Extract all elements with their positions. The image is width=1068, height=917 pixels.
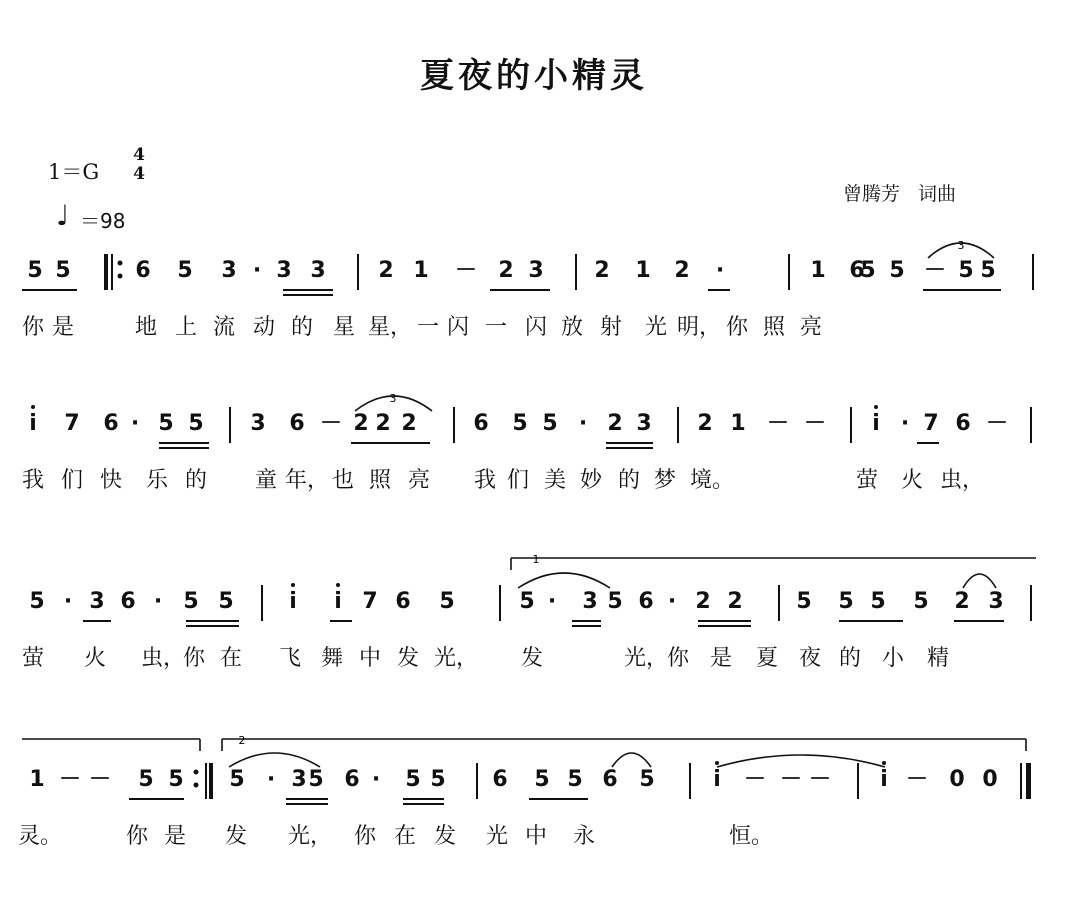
note: 5 [430, 767, 446, 792]
bar-line [1032, 254, 1034, 290]
lyric-syllable: 你 [666, 646, 689, 671]
time-signature [128, 146, 150, 184]
note: · [63, 589, 73, 614]
sixteenth-underline [186, 625, 239, 627]
note: 2 [353, 411, 369, 436]
bar-line [778, 585, 780, 621]
note: － [923, 258, 946, 283]
note: 5 [55, 258, 71, 283]
note: i [869, 767, 899, 793]
slur [717, 755, 885, 767]
bar-line [499, 585, 501, 621]
note: － [58, 767, 81, 792]
lyric-syllable: 虫， [940, 468, 985, 493]
note: i [702, 767, 732, 793]
note: 7 [64, 411, 80, 436]
bar-line [677, 407, 679, 443]
key-signature: 1＝G [48, 160, 100, 184]
note: 2 [695, 589, 711, 614]
lyric-syllable: 明， [677, 315, 722, 340]
note: － [985, 411, 1008, 436]
lyric-syllable: 火 [83, 646, 106, 671]
eighth-underline [917, 442, 939, 444]
eighth-underline [83, 620, 111, 622]
note: 2 [401, 411, 417, 436]
lyric-syllable: 你 [725, 315, 748, 340]
note: 6 [602, 767, 618, 792]
lyric-syllable: 一 [416, 315, 439, 340]
note: － [319, 411, 342, 436]
lyric-syllable: 星 [332, 315, 355, 340]
note: i [18, 411, 48, 437]
lyric-syllable: 你 [353, 824, 376, 849]
high-octave-dot [715, 761, 719, 765]
lyric-syllable: 在 [393, 824, 416, 849]
bar-line [1020, 763, 1022, 799]
note: 5 [980, 258, 996, 283]
lyric-syllable: 妙 [579, 468, 602, 493]
lyric-syllable: 中 [524, 824, 547, 849]
note: 1 [730, 411, 746, 436]
time-signature-top: 4 [133, 145, 145, 165]
eighth-underline [283, 289, 333, 291]
note: 5 [177, 258, 193, 283]
note: － [88, 767, 111, 792]
lyric-syllable: 快 [99, 468, 122, 493]
note: 1 [29, 767, 45, 792]
lyric-syllable: 虫， [141, 646, 186, 671]
triplet-slur [355, 396, 432, 411]
note: － [743, 767, 766, 792]
slur [612, 753, 651, 767]
note: 2 [607, 411, 623, 436]
eighth-underline [572, 620, 601, 622]
lyric-syllable: 流 [212, 315, 235, 340]
triplet-number: 3 [957, 239, 965, 252]
lyric-syllable: 发 [433, 824, 456, 849]
note: · [266, 767, 276, 792]
note: 5 [512, 411, 528, 436]
lyric-syllable: 射 [599, 315, 622, 340]
lyric-syllable: 夜 [798, 646, 821, 671]
bar-line [1026, 763, 1031, 799]
eighth-underline [923, 289, 1001, 291]
triplet-number: 3 [389, 392, 397, 405]
volta-2-number: 2 [238, 734, 246, 747]
note: 5 [183, 589, 199, 614]
note: 6 [344, 767, 360, 792]
note: 0 [949, 767, 965, 792]
note: 5 [519, 589, 535, 614]
lyric-syllable: 上 [174, 315, 197, 340]
note: 3 [988, 589, 1004, 614]
note: 5 [639, 767, 655, 792]
note: 5 [567, 767, 583, 792]
note: 5 [439, 589, 455, 614]
note: 5 [218, 589, 234, 614]
note: 5 [168, 767, 184, 792]
eighth-underline [159, 442, 209, 444]
note: 2 [594, 258, 610, 283]
lyric-syllable: 的 [617, 468, 640, 493]
bar-line [575, 254, 577, 290]
note: 3 [221, 258, 237, 283]
lyric-syllable: 在 [219, 646, 242, 671]
high-octave-dot [291, 583, 295, 587]
eighth-underline [330, 620, 352, 622]
lyric-syllable: 们 [506, 468, 529, 493]
bar-line [857, 763, 859, 799]
lyric-syllable: 是 [163, 824, 186, 849]
note: 7 [923, 411, 939, 436]
eighth-underline [351, 442, 430, 444]
note: 5 [838, 589, 854, 614]
triplet-slur [928, 243, 994, 258]
lyric-syllable: 发 [396, 646, 419, 671]
note: 5 [27, 258, 43, 283]
note: 3 [582, 589, 598, 614]
note: 3 [276, 258, 292, 283]
eighth-underline [403, 798, 444, 800]
score-row [0, 411, 1068, 493]
bar-line [229, 407, 231, 443]
sixteenth-underline [572, 625, 601, 627]
note: · [130, 411, 140, 436]
note: － [803, 411, 826, 436]
lyric-syllable: 动 [252, 315, 275, 340]
note: i [323, 589, 353, 615]
eighth-underline [129, 798, 184, 800]
lyric-syllable: 夏 [755, 646, 778, 671]
bar-line [111, 254, 113, 290]
eighth-underline [606, 442, 653, 444]
lyric-syllable: 中 [358, 646, 381, 671]
note: 5 [870, 589, 886, 614]
bar-line [689, 763, 691, 799]
song-title: 夏夜的小精灵 [420, 56, 648, 96]
bar-line [205, 763, 207, 799]
score-row [0, 258, 1068, 340]
note: 3 [291, 767, 307, 792]
note: 6 [849, 258, 865, 283]
eighth-underline [708, 289, 730, 291]
note: 6 [955, 411, 971, 436]
note: 5 [607, 589, 623, 614]
lyric-syllable: 灵。 [18, 824, 63, 849]
sixteenth-underline [403, 803, 444, 805]
lyric-syllable: 闪 [524, 315, 547, 340]
note: 5 [405, 767, 421, 792]
note: · [371, 767, 381, 792]
eighth-underline [529, 798, 588, 800]
note: 5 [860, 258, 876, 283]
note: 3 [250, 411, 266, 436]
high-octave-dot [874, 405, 878, 409]
lyric-syllable: 发 [520, 646, 543, 671]
note: · [667, 589, 677, 614]
lyric-syllable: 的 [184, 468, 207, 493]
lyric-syllable: 小 [881, 646, 904, 671]
lyric-syllable: 亮 [407, 468, 430, 493]
lyric-syllable: 舞 [320, 646, 343, 671]
lyric-syllable: 恒。 [729, 824, 774, 849]
lyric-syllable: 亮 [799, 315, 822, 340]
note: 5 [29, 589, 45, 614]
lyric-syllable: 星， [368, 315, 413, 340]
sixteenth-underline [159, 447, 209, 449]
lyric-syllable: 你 [21, 315, 44, 340]
tempo-value: ＝98 [80, 209, 126, 233]
lyric-syllable: 光， [288, 824, 333, 849]
note: 2 [697, 411, 713, 436]
note: 6 [492, 767, 508, 792]
note: 5 [188, 411, 204, 436]
lyric-syllable: 是 [51, 315, 74, 340]
lyric-syllable: 永 [572, 824, 595, 849]
note: · [900, 411, 910, 436]
bar-line [1030, 407, 1032, 443]
high-octave-dot [31, 405, 35, 409]
bar-line [261, 585, 263, 621]
eighth-underline [22, 289, 77, 291]
note: · [715, 258, 725, 283]
note: i [861, 411, 891, 437]
note: 6 [395, 589, 411, 614]
note: 5 [796, 589, 812, 614]
note: 6 [473, 411, 489, 436]
score-row [0, 589, 1068, 671]
lyric-syllable: 光， [624, 646, 669, 671]
note: － [454, 258, 477, 283]
lyric-syllable: 童 [254, 468, 277, 493]
note: 2 [727, 589, 743, 614]
lyric-syllable: 萤 [21, 646, 44, 671]
composer-credit [843, 179, 974, 206]
composer-name: 曾腾芳 [843, 183, 901, 205]
eighth-underline [698, 620, 751, 622]
eighth-underline [186, 620, 239, 622]
lyric-syllable: 梦 [653, 468, 676, 493]
lyric-syllable: 的 [290, 315, 313, 340]
note: － [779, 767, 802, 792]
bar-line [357, 254, 359, 290]
note: 5 [138, 767, 154, 792]
bar-line [1030, 585, 1032, 621]
note: 1 [810, 258, 826, 283]
lyric-syllable: 美 [543, 468, 566, 493]
lyric-syllable: 们 [60, 468, 83, 493]
note: 6 [120, 589, 136, 614]
score-row [0, 767, 1068, 849]
lyric-syllable: 光， [434, 646, 479, 671]
lyric-syllable: 你 [125, 824, 148, 849]
bar-line [104, 254, 108, 290]
lyric-syllable: 地 [134, 315, 157, 340]
lyric-syllable: 也 [331, 468, 354, 493]
note: 3 [528, 258, 544, 283]
note: 6 [103, 411, 119, 436]
sixteenth-underline [606, 447, 653, 449]
note: 1 [413, 258, 429, 283]
note: · [252, 258, 262, 283]
note: － [808, 767, 831, 792]
lyric-syllable: 一 [484, 315, 507, 340]
eighth-underline [490, 289, 550, 291]
note: 5 [958, 258, 974, 283]
high-octave-dot [882, 761, 886, 765]
bar-line [476, 763, 478, 799]
lyric-syllable: 你 [182, 646, 205, 671]
sixteenth-underline [698, 625, 751, 627]
note: 5 [889, 258, 905, 283]
high-octave-dot [336, 583, 340, 587]
note: 2 [674, 258, 690, 283]
sixteenth-underline [286, 803, 328, 805]
note: 3 [89, 589, 105, 614]
bar-line [788, 254, 790, 290]
note: 5 [913, 589, 929, 614]
note: · [578, 411, 588, 436]
note: 6 [135, 258, 151, 283]
lyric-syllable: 年， [285, 468, 330, 493]
volta-1-number: 1 [532, 553, 540, 566]
quarter-note-icon: ♩ [56, 199, 70, 232]
lyric-syllable: 光 [485, 824, 508, 849]
note: 1 [635, 258, 651, 283]
lyric-syllable: 照 [762, 315, 785, 340]
lyric-syllable: 火 [900, 468, 923, 493]
slur [518, 573, 610, 588]
lyric-syllable: 照 [368, 468, 391, 493]
bar-line [209, 763, 213, 799]
eighth-underline [286, 798, 328, 800]
note: 2 [954, 589, 970, 614]
note: － [766, 411, 789, 436]
note: 0 [982, 767, 998, 792]
eighth-underline [839, 620, 903, 622]
note: 3 [636, 411, 652, 436]
composer-role: 词曲 [918, 183, 957, 205]
note: 5 [542, 411, 558, 436]
bar-line [453, 407, 455, 443]
bar-line [850, 407, 852, 443]
lyric-syllable: 的 [838, 646, 861, 671]
note: 7 [362, 589, 378, 614]
time-signature-bottom: 4 [133, 164, 145, 184]
note: 6 [289, 411, 305, 436]
lyric-syllable: 我 [473, 468, 496, 493]
lyric-syllable: 闪 [446, 315, 469, 340]
note: i [278, 589, 308, 615]
lyric-syllable: 境。 [690, 468, 735, 493]
note: － [905, 767, 928, 792]
slur [963, 574, 996, 588]
lyric-syllable: 飞 [278, 646, 301, 671]
lyric-syllable: 光 [644, 315, 667, 340]
slur [229, 753, 320, 767]
lyric-syllable: 发 [224, 824, 247, 849]
note: 5 [534, 767, 550, 792]
note: · [153, 589, 163, 614]
note: 2 [498, 258, 514, 283]
lyric-syllable: 乐 [145, 468, 168, 493]
note: 2 [375, 411, 391, 436]
note: 5 [229, 767, 245, 792]
lyric-syllable: 精 [926, 646, 949, 671]
note: 3 [310, 258, 326, 283]
sixteenth-underline [283, 294, 333, 296]
lyric-syllable: 我 [21, 468, 44, 493]
lyric-syllable: 是 [709, 646, 732, 671]
note: · [547, 589, 557, 614]
note: 5 [308, 767, 324, 792]
note: 5 [158, 411, 174, 436]
note: 6 [638, 589, 654, 614]
note: 2 [378, 258, 394, 283]
eighth-underline [954, 620, 1004, 622]
lyric-syllable: 萤 [855, 468, 878, 493]
lyric-syllable: 放 [560, 315, 583, 340]
